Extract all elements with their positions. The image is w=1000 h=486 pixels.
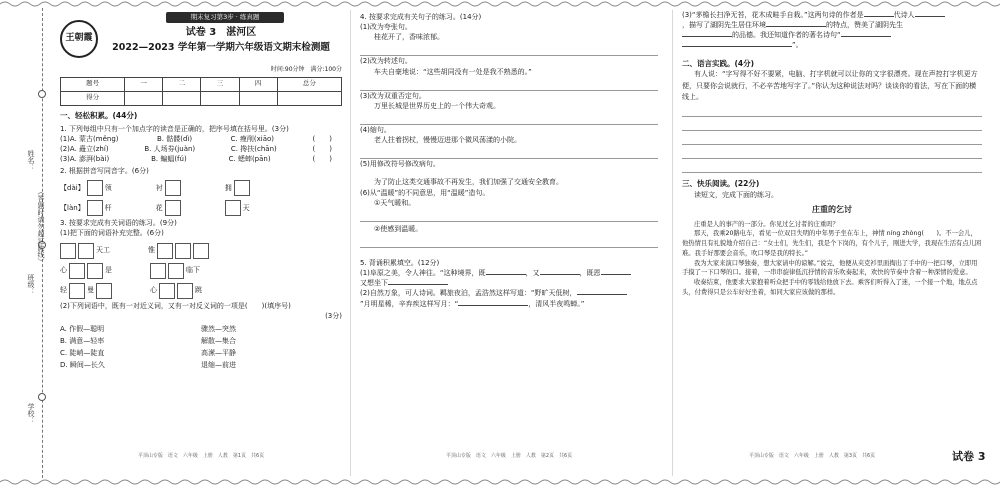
binding-hole-icon: [38, 393, 46, 401]
q4-item-text: 万里长城是世界历史上的一个伟大奇观。: [374, 101, 500, 110]
practice-prompt: 有人说：“字写得不好不要紧，电脑、打字机就可以让你的文字很漂亮。现在声控打字机更方便，只要你会说就行，不必辛苦地写字了。”你认为这种说法对吗？谈谈你的看法，写在下面的横线上。: [682, 70, 978, 101]
word-pair: C. 陡峭—陡直: [60, 349, 105, 358]
score-header: 四: [239, 77, 277, 91]
writing-box[interactable]: [193, 243, 209, 259]
fill-blank[interactable]: [682, 36, 732, 37]
homophone-row: [60, 200, 342, 216]
question-2: 2. 根据拼音写同音字。(6分): [60, 167, 149, 176]
fill-blank[interactable]: [682, 46, 792, 47]
fill-blank[interactable]: [540, 274, 580, 275]
option: C. 蟋蟀(pān): [228, 154, 271, 163]
q5-3-text: (3)“茅檐长扫净无苔，花木成畦手自栽。”这两句诗的作者是: [682, 11, 864, 19]
q5-text: ，清风半夜鸣蝉。”: [528, 299, 585, 308]
writing-box[interactable]: [60, 243, 76, 259]
question-3-2-score: (3分): [325, 311, 342, 320]
option: (3)A. 澎湃(bài): [60, 154, 110, 163]
section-banner: 期末复习第3步 · 练真题: [166, 12, 284, 23]
answer-paren: ( ): [312, 154, 332, 163]
q4-item-text: 桂花开了，香味浓郁。: [374, 33, 444, 42]
idiom-char: 心: [150, 286, 157, 295]
writing-box[interactable]: [157, 243, 173, 259]
writing-box[interactable]: [69, 283, 85, 299]
q5-3-line: [682, 10, 982, 20]
fill-blank[interactable]: [601, 274, 631, 275]
score-cell: [277, 91, 341, 105]
q5-3-text: 代诗人: [893, 11, 915, 19]
pinyin-label: 【dài】: [60, 184, 85, 193]
writing-box[interactable]: [175, 243, 191, 259]
score-header: 二: [163, 77, 201, 91]
writing-box[interactable]: [150, 263, 166, 279]
score-cell: [239, 91, 277, 105]
score-cell: [163, 91, 201, 105]
story-paragraph: 庄重是人的事产的一部分。你见过乞讨者的庄重吗？: [694, 220, 839, 228]
answer-line[interactable]: [360, 111, 658, 125]
binding-note: （答题时请勿超过此线）: [37, 188, 45, 265]
story-title: 庄重的乞讨: [812, 205, 852, 215]
idiom-row: [60, 263, 342, 279]
score-header: 题号: [61, 77, 125, 91]
word-char: 花: [155, 204, 163, 213]
idiom-char: 是: [105, 266, 112, 275]
q5-line-3: [360, 288, 658, 298]
paper-badge: 试卷 3: [952, 450, 986, 463]
score-cell: [201, 91, 239, 105]
answer-line[interactable]: [360, 208, 658, 222]
story-paragraph: 收奏结束，他要求大家抱着听众把手中的零钱给他放下去。乘客们听得入了迷，一个接一个地，地点点头，付费得只是公车好好坐着，如同大家应该做的那样。: [682, 279, 978, 296]
fill-blank[interactable]: [458, 305, 528, 306]
question-3-1: (1)把下面的词语补充完整。(6分): [60, 229, 164, 238]
idiom-row: [60, 243, 342, 259]
word-pair: B. 满意—轻率: [60, 336, 105, 345]
page-footer: 平顶山专版 语文 六年级 上册 人教 第1页 共6页: [137, 453, 265, 459]
score-header: 总分: [277, 77, 341, 91]
idiom-char: 跳: [195, 286, 202, 295]
q5-3-text: ”。: [792, 41, 803, 50]
writing-box[interactable]: [168, 263, 184, 279]
option: (2)A. 矗立(zhí): [60, 144, 109, 153]
idiom-char: 惟: [148, 246, 155, 255]
option: B. 人场券(juàn): [144, 144, 196, 153]
q1-row: [60, 154, 342, 164]
idiom-char: 天工: [96, 246, 110, 255]
answer-paren: ( ): [312, 134, 332, 143]
section-title: 一、轻松积累。(44分): [60, 110, 138, 120]
class-label: 班级：: [27, 274, 35, 295]
idiom-char: 曼: [87, 286, 94, 295]
option: B. 蝙蝠(fú): [151, 154, 187, 163]
answer-line[interactable]: [360, 42, 658, 56]
page-column-1: [60, 10, 342, 370]
story-paragraph: 我为大家来演口琴独奏，想大家请中的谅解。”说完，他便从夹克衫里面掏出了手中的一把口琴，立即用手摸了一下口琴的口。接着，一串串旋律低沉抒情的音乐吹奏起来，欢快的节奏中含着一种深情的爱意。: [682, 259, 978, 277]
writing-box[interactable]: [69, 263, 85, 279]
q4-item-label: (3)改为双重否定句。: [360, 91, 426, 100]
homophone-row: [60, 180, 342, 196]
writing-box[interactable]: [87, 263, 103, 279]
word-char: 领: [104, 184, 112, 193]
q5-3-text: ，描写了湖阴先生居住环境: [682, 21, 766, 30]
writing-box[interactable]: [165, 200, 181, 216]
top-wave-border: [0, 0, 1000, 8]
page-column-2: [360, 10, 658, 309]
q4-6-label: (6)从“温暖”的不同意思，用“温暖”造句。: [360, 188, 490, 197]
fill-blank[interactable]: [577, 294, 627, 295]
question-3: 3. 按要求完成有关词语的练习。(9分): [60, 219, 177, 228]
question-4: 4. 按要求完成有关句子的练习。(14分): [360, 13, 482, 21]
answer-line[interactable]: [360, 145, 658, 159]
option: (1)A. 蒙古(měng): [60, 134, 119, 143]
score-cell: [125, 91, 163, 105]
q5-3-text: 的特点，赞美了湖阴先生: [826, 21, 903, 30]
writing-box[interactable]: [87, 200, 103, 216]
idiom-char: 临下: [186, 266, 200, 275]
q5-text: 又想坐下: [360, 279, 388, 288]
q5-text: ，又: [525, 269, 540, 278]
q5-3-line: [682, 20, 982, 30]
answer-line[interactable]: [682, 117, 982, 131]
option: C. 搀扶(chān): [230, 144, 277, 153]
score-header: 三: [201, 77, 239, 91]
q4-item-label: (1)改为夸张句。: [360, 23, 412, 32]
answer-line[interactable]: [682, 145, 982, 159]
fill-blank[interactable]: [766, 26, 826, 27]
word-char: 天: [242, 204, 250, 213]
writing-box[interactable]: [78, 243, 94, 259]
binding-strip: [0, 8, 58, 478]
writing-box[interactable]: [225, 200, 241, 216]
q5-text: (2)自然万象，可人诗词。羁旅夜泊，孟浩然这样写道：“野旷天低树，: [360, 289, 577, 298]
column-divider: [350, 10, 351, 476]
paper-title: 试卷 3 湛河区: [185, 27, 257, 38]
writing-box[interactable]: [159, 283, 175, 299]
q4-item-label: (4)缩句。: [360, 125, 391, 134]
q1-row: [60, 144, 342, 154]
q4-item-text: 车夫自豪地说：“这些胡同没有一处是我不熟悉的。”: [374, 67, 532, 76]
name-label: 姓名：: [27, 150, 35, 171]
answer-line[interactable]: [682, 159, 982, 173]
story-paragraph: 那天，我乘20路电车，看见一位双目失明的中年男子坐在车上，神情 níng zhòng( )。不一会儿，他热情且有礼貌地介绍自己：“女士们，先生们，我是个下岗的，有个儿子，刚进大学，我现在生活有点儿困难。我手好那要会音乐，吹口琴是我的特长。”: [682, 230, 982, 257]
score-table: [60, 77, 342, 106]
q5-3-line: [682, 30, 982, 40]
page-footer: 平顶山专版 语文 六年级 上册 人教 第3页 共6页: [748, 453, 876, 459]
q5-text: (1)阜原之美，令人神往。“这种境界，既: [360, 269, 486, 278]
fill-blank[interactable]: [915, 16, 945, 17]
word-pair: 高潆—平静: [201, 349, 236, 358]
q5-text: ”月明星稀，辛弃疾这样写月：“: [360, 299, 459, 308]
q4-item-text: 老人拄着拐杖，慢慢迈进那个微风荡漾的小院。: [374, 136, 521, 145]
q4-item-label: (2)改为转述句。: [360, 57, 412, 66]
word-pair: 骤然—突然: [201, 324, 236, 333]
writing-box[interactable]: [87, 180, 103, 196]
reading-intro: 读短文，完成下面的练习。: [694, 190, 778, 199]
writing-box[interactable]: [96, 283, 112, 299]
fill-blank[interactable]: [486, 274, 526, 275]
fill-blank[interactable]: [841, 36, 891, 37]
q4-item-label: (5)用修改符号修改病句。: [360, 160, 440, 169]
word-char: 衬: [155, 184, 163, 193]
word-pair: 解散—集合: [201, 336, 236, 345]
q4-6-b: ②使感到温暖。: [374, 224, 423, 233]
q5-line-2: [360, 278, 658, 288]
logo-text: 王朝霞: [65, 33, 93, 44]
score-header: 一: [125, 77, 163, 91]
page-column-3: [682, 10, 982, 298]
idiom-char: 轻: [60, 286, 67, 295]
idiom-row: [60, 283, 342, 299]
section-title: 三、快乐阅读。(22分): [682, 179, 760, 188]
word-pair: D. 瞬间—长久: [60, 361, 105, 370]
q5-3-line: [682, 40, 982, 50]
word-pair: 退缩—前进: [201, 361, 236, 370]
question-3-2: (2)下列词语中，既有一对近义词，又有一对反义词的一项是( )(填序号): [60, 301, 291, 310]
writing-box[interactable]: [234, 180, 250, 196]
page-footer: 平顶山专版 语文 六年级 上册 人教 第2页 共6页: [445, 453, 573, 459]
word-pair-list: [60, 324, 342, 371]
q4-item-text: 为了防止这类交通事故不再发生，我们加强了交通安全教育。: [374, 178, 563, 187]
word-char: 拥: [224, 184, 232, 193]
school-label: 学校：: [27, 403, 35, 424]
q5-text: ，既恩: [579, 269, 601, 278]
score-row-label: 得分: [61, 91, 125, 105]
q5-line-4: [360, 299, 658, 309]
question-1: 1. 下列每组中只有一个加点字的读音是正确的，把序号填在括号里。(3分): [60, 124, 289, 133]
q1-row: [60, 134, 342, 144]
fill-blank[interactable]: [388, 284, 448, 285]
writing-box[interactable]: [177, 283, 193, 299]
fill-blank[interactable]: [864, 16, 894, 17]
word-pair: A. 作假—聪明: [60, 324, 105, 333]
section-title: 二、语言实践。(4分): [682, 58, 755, 68]
writing-box[interactable]: [165, 180, 181, 196]
answer-line[interactable]: [360, 77, 658, 91]
pinyin-label: 【làn】: [60, 204, 85, 213]
word-char: 杆: [104, 204, 112, 213]
question-5: 5. 背诵积累填空。(12分): [360, 258, 440, 267]
column-divider: [672, 10, 673, 476]
q4-6-a: ①天气暖和。: [374, 198, 416, 207]
time-info: 时间:90分钟 满分:100分: [270, 66, 342, 73]
idiom-char: 心: [60, 266, 67, 275]
binding-hole-icon: [38, 90, 46, 98]
answer-line[interactable]: [682, 103, 982, 117]
answer-line[interactable]: [360, 234, 658, 248]
q5-3-text: 的品德。我还知道作者的著名诗句“: [732, 31, 841, 40]
q5-line-1: [360, 268, 658, 278]
brand-logo: [60, 20, 98, 58]
answer-paren: ( ): [312, 144, 332, 153]
option: B. 骷髅(dì): [156, 134, 193, 143]
option: C. 瘦削(xiāo): [230, 134, 275, 143]
paper-subtitle: 2022—2023 学年第一学期六年级语文期末检测题: [112, 41, 330, 53]
bottom-wave-border: [0, 478, 1000, 486]
answer-line[interactable]: [682, 131, 982, 145]
